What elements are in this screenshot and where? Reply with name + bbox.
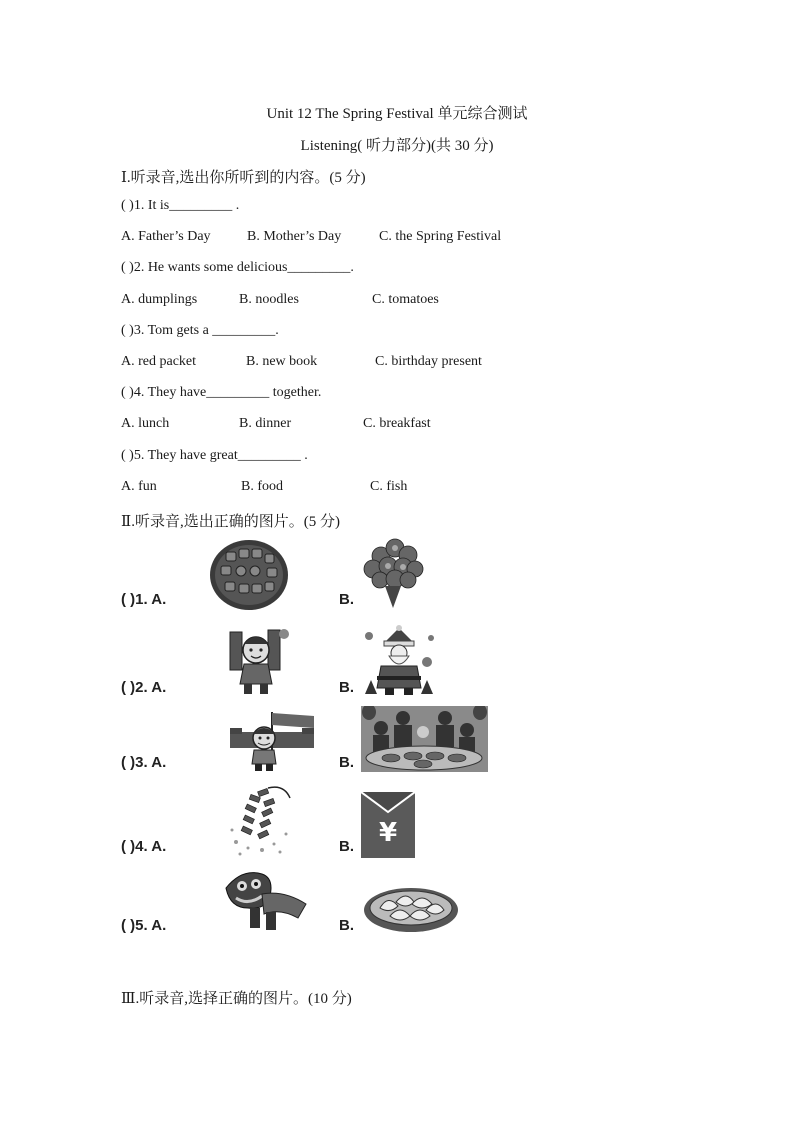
- picture-question-label: ( )3. A.: [121, 754, 167, 771]
- picture-question-label: ( )2. A.: [121, 679, 167, 696]
- boy-with-flag-icon: [228, 710, 316, 772]
- question-stem: ( )5. They have great_________ .: [121, 448, 308, 463]
- option-a: A. red packet: [121, 354, 197, 369]
- question-stem: ( )1. It is_________ .: [121, 198, 240, 213]
- picture-question-label: ( )5. A.: [121, 917, 167, 934]
- dumplings-plate-icon: [362, 886, 460, 934]
- lion-dance-icon: [222, 868, 308, 932]
- option-c: C. fish: [370, 479, 408, 494]
- option-b: B. dinner: [239, 416, 292, 431]
- red-packet-flap-icon: [361, 792, 415, 816]
- option-a: A. dumplings: [121, 292, 198, 307]
- option-b-label: B.: [339, 679, 354, 696]
- chocolate-box-icon: [208, 538, 290, 612]
- option-c: C. the Spring Festival: [379, 229, 502, 244]
- option-a: A. Father’s Day: [121, 229, 211, 244]
- flower-bouquet-icon: [361, 538, 425, 610]
- option-b-label: B.: [339, 754, 354, 771]
- option-c: C. breakfast: [363, 416, 431, 431]
- option-c: C. birthday present: [375, 354, 482, 369]
- picture-question-label: ( )1. A.: [121, 591, 167, 608]
- option-b: B. Mother’s Day: [247, 229, 342, 244]
- section3-heading: Ⅲ.听录音,选择正确的图片。(10 分): [121, 991, 352, 1007]
- question-stem: ( )4. They have_________ together.: [121, 385, 322, 400]
- question-stem: ( )2. He wants some delicious_________.: [121, 260, 354, 275]
- family-dinner-icon: [361, 706, 488, 772]
- question-stem: ( )3. Tom gets a _________.: [121, 323, 279, 338]
- page-subtitle: Listening( 听力部分)(共 30 分): [300, 138, 494, 154]
- option-b: B. food: [241, 479, 283, 494]
- option-b-label: B.: [339, 838, 354, 855]
- option-a: A. lunch: [121, 416, 170, 431]
- option-b-label: B.: [339, 917, 354, 934]
- option-b-label: B.: [339, 591, 354, 608]
- option-c: C. tomatoes: [372, 292, 439, 307]
- firecrackers-icon: [228, 784, 294, 858]
- red-packet-icon: [361, 792, 415, 858]
- yuan-symbol: ¥: [378, 818, 398, 848]
- option-b: B. new book: [246, 354, 318, 369]
- santa-claus-icon: [361, 624, 437, 698]
- new-year-child-icon: [222, 624, 294, 698]
- picture-question-label: ( )4. A.: [121, 838, 167, 855]
- section1-heading: Ⅰ.听录音,选出你所听到的内容。(5 分): [121, 170, 366, 186]
- section2-heading: Ⅱ.听录音,选出正确的图片。(5 分): [121, 514, 340, 530]
- option-b: B. noodles: [239, 292, 299, 307]
- page-title: Unit 12 The Spring Festival 单元综合测试: [266, 106, 528, 122]
- option-a: A. fun: [121, 479, 157, 494]
